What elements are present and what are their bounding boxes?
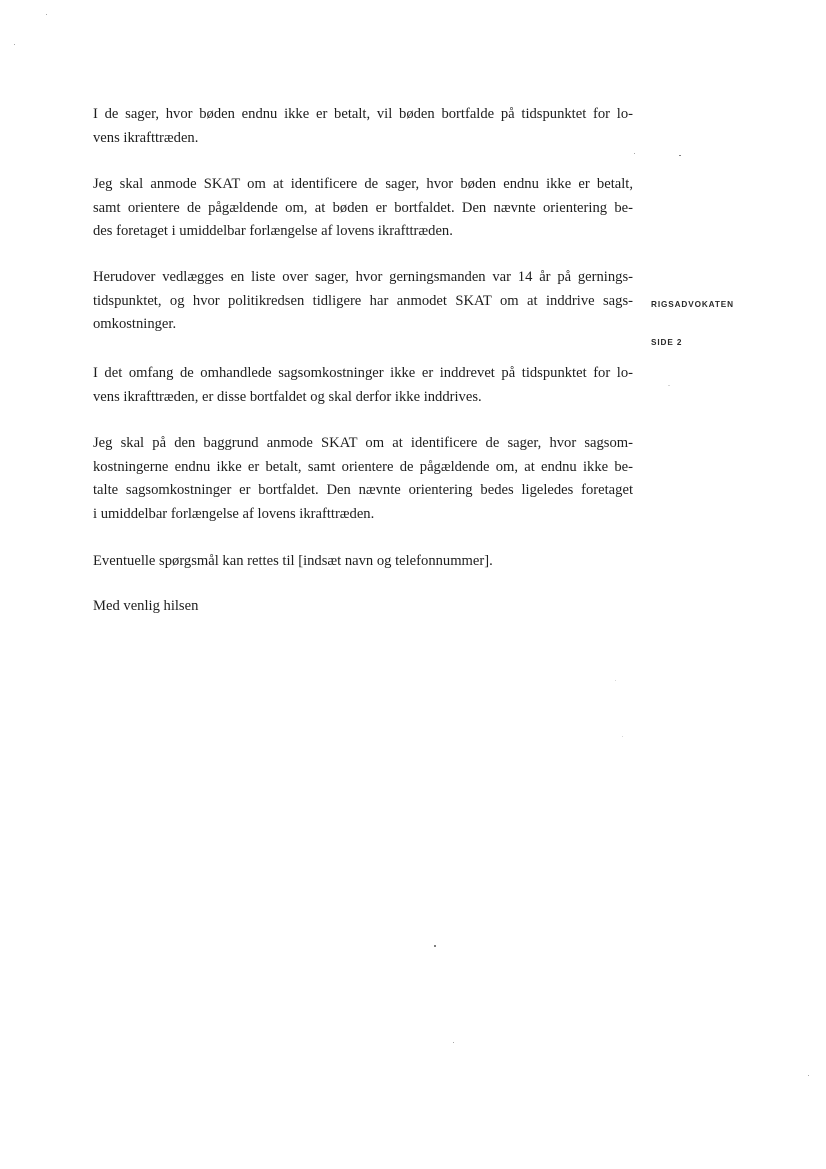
paragraph-line: I det omfang de omhandlede sagsomkostninger ikke er inddrevet på tidspunktet for lo-	[93, 365, 633, 381]
scan-speck	[434, 945, 436, 947]
scan-speck	[668, 385, 670, 386]
scan-speck	[453, 1042, 454, 1043]
paragraph-attached-list	[93, 266, 633, 337]
paragraph-line: Jeg skal på den baggrund anmode SKAT om at identificere de sager, hvor sagsom-	[93, 435, 633, 451]
scan-speck	[46, 14, 47, 15]
scan-speck	[808, 1075, 809, 1076]
closing-salutation	[93, 595, 633, 619]
paragraph-line: des foretaget i umiddelbar forlængelse af lovens ikrafttræden.	[93, 223, 453, 240]
paragraph-line: vens ikrafttræden.	[93, 129, 199, 146]
paragraph-line: kostningerne endnu ikke er betalt, samt orientere de pågældende om, at endnu ikke be-	[93, 458, 633, 475]
paragraph-line: tidspunktet, og hvor politikredsen tidligere har anmodet SKAT om at inddrive sags-	[93, 292, 633, 309]
paragraph-line: Herudover vedlægges en liste over sager, hvor gerningsmanden var 14 år på gernings-	[93, 269, 633, 285]
paragraph-line: omkostninger.	[93, 316, 177, 333]
paragraph-fine-lapse	[93, 103, 633, 150]
paragraph-line: I de sager, hvor bøden endnu ikke er betalt, vil bøden bortfalde på tidspunktet for lo-	[93, 106, 633, 122]
sender-office-label: RIGSADVOKATEN	[651, 300, 734, 309]
paragraph-skat-identify-costs	[93, 432, 633, 526]
scan-speck	[634, 153, 635, 154]
paragraph-line: Eventuelle spørgsmål kan rettes til [indsæt navn og telefonnummer].	[93, 553, 493, 569]
paragraph-line: vens ikrafttræden, er disse bortfaldet og skal derfor ikke inddrives.	[93, 388, 482, 405]
paragraph-contact	[93, 550, 633, 574]
paragraph-line: Med venlig hilsen	[93, 598, 199, 614]
paragraph-costs-lapse	[93, 362, 633, 409]
paragraph-line: Jeg skal anmode SKAT om at identificere de sager, hvor bøden endnu ikke er betalt,	[93, 176, 633, 192]
paragraph-line: samt orientere de pågældende om, at bøden er bortfaldet. Den nævnte orientering be-	[93, 199, 633, 216]
scan-speck	[14, 44, 15, 45]
scan-speck	[679, 155, 681, 156]
scan-speck	[622, 736, 623, 737]
paragraph-skat-identify-fines	[93, 173, 633, 244]
scan-speck	[615, 680, 616, 681]
paragraph-line: talte sagsomkostninger er bortfaldet. Den nævnte orientering bedes ligeledes foretaget	[93, 482, 633, 499]
paragraph-line: i umiddelbar forlængelse af lovens ikrafttræden.	[93, 505, 375, 522]
page-number-label: SIDE 2	[651, 338, 683, 347]
